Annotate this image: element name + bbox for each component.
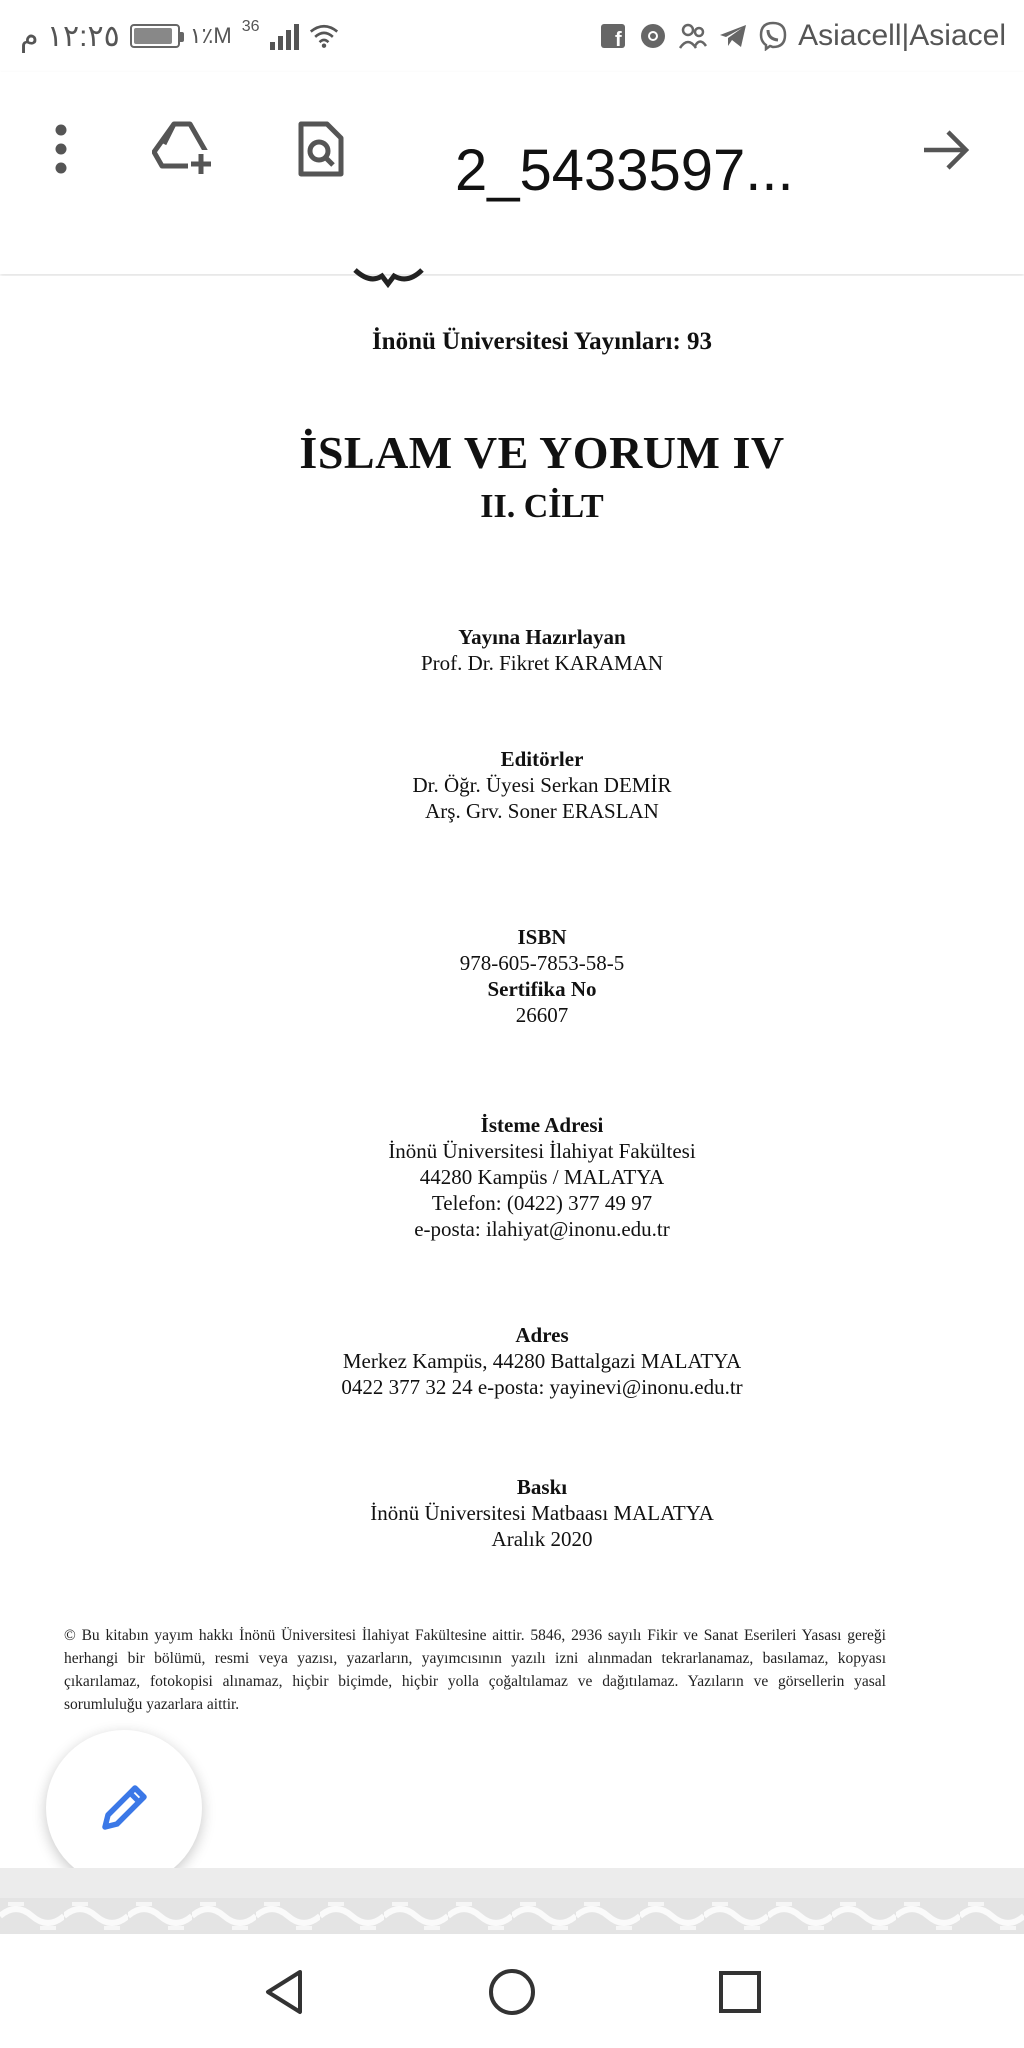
viber-icon	[758, 21, 788, 51]
editors-heading: Editörler	[500, 747, 584, 771]
nav-back-button[interactable]	[256, 1964, 312, 2020]
carrier-name: Asiacell|Asiacel	[798, 19, 1006, 52]
address-block	[60, 1322, 1024, 1400]
wifi-icon	[309, 21, 339, 51]
preparer-heading: Yayına Hazırlayan	[458, 625, 626, 649]
nav-home-button[interactable]	[484, 1964, 540, 2020]
volume-label: II. CİLT	[480, 488, 604, 525]
address-line: Merkez Kampüs, 44280 Battalgazi MALATYA	[342, 1349, 742, 1373]
pencil-icon	[95, 1779, 153, 1837]
edit-fab-button[interactable]	[46, 1730, 202, 1886]
nav-recents-button[interactable]	[712, 1964, 768, 2020]
isbn-heading: ISBN	[517, 925, 567, 949]
editors-block	[60, 746, 1024, 824]
print-heading: Baskı	[516, 1475, 568, 1499]
print-block	[60, 1474, 1024, 1552]
more-options-button[interactable]	[38, 114, 84, 184]
preparer-block	[60, 624, 1024, 676]
document-toolbar	[0, 72, 1024, 274]
contacts-icon	[678, 21, 708, 51]
certificate-number: 26607	[515, 1003, 569, 1027]
back-triangle-icon	[262, 1968, 306, 2016]
isbn-value: 978-605-7853-58-5	[459, 951, 625, 975]
file-title: 2_5433597...	[455, 138, 794, 203]
add-to-drive-icon	[152, 120, 216, 178]
svg-text:f: f	[615, 29, 622, 49]
certificate-heading: Sertifika No	[487, 977, 597, 1001]
telegram-icon	[718, 21, 748, 51]
book-title: İSLAM VE YORUM IV	[299, 427, 785, 478]
print-line: İnönü Üniversitesi Matbaası MALATYA	[370, 1501, 714, 1525]
request-address-line: 44280 Kampüs / MALATYA	[419, 1165, 665, 1189]
isbn-block	[60, 924, 1024, 1028]
editor-name: Arş. Grv. Soner ERASLAN	[425, 799, 659, 823]
network-type: 36	[241, 18, 260, 35]
arrow-forward-icon	[922, 128, 970, 172]
signal-icon	[270, 22, 299, 50]
copyright-notice: © Bu kitabın yayım hakkı İnönü Üniversitesi İlahiyat Fakültesine aittir. 5846, 2936 sayılı Fikir ve Sanat Eserileri Yasası gereği herhangi bir bölümü, resmi veya yazısı, yazarların, yayımcısının yazılı izni alınmadan tekrarlanamaz, basılamaz, kopyası çıkarılamaz, fotokopisi alınamaz, hiçbir biçimde, hiçbir yolla çoğaltılamaz ve dağıtılamaz. Yazıların ve görsellerin yasal sorumluluğu yazarlara aittir.	[64, 1627, 886, 1713]
print-line: Aralık 2020	[491, 1527, 593, 1551]
request-address-line: İnönü Üniversitesi İlahiyat Fakültesi	[388, 1139, 696, 1163]
battery-level-icon	[134, 28, 172, 44]
request-address-heading: İsteme Adresi	[480, 1113, 604, 1137]
address-heading: Adres	[515, 1323, 569, 1347]
facebook-icon	[598, 21, 628, 51]
pattern-decoration	[0, 1898, 1024, 1934]
more-vert-icon	[53, 123, 69, 175]
status-left	[20, 14, 339, 58]
status-right	[598, 14, 1006, 58]
preparer-name: Prof. Dr. Fikret KARAMAN	[420, 651, 664, 675]
request-address-block	[60, 1112, 1024, 1242]
recents-square-icon	[717, 1969, 763, 2015]
request-address-line: Telefon: (0422) 377 49 97	[431, 1191, 653, 1215]
find-in-page-icon	[295, 120, 345, 178]
series-line: İnönü Üniversitesi Yayınları: 93	[371, 328, 713, 355]
system-navigation-bar	[0, 1934, 1024, 2048]
publisher-logo-fragment	[350, 268, 440, 290]
document-page[interactable]	[0, 276, 1024, 1868]
open-arrow-button[interactable]	[916, 120, 976, 180]
editor-name: Dr. Öğr. Üyesi Serkan DEMİR	[412, 773, 672, 797]
background-pattern-strip	[0, 1898, 1024, 1934]
chrome-icon	[638, 21, 668, 51]
status-bar	[0, 0, 1024, 72]
home-circle-icon	[487, 1967, 537, 2017]
clock: ١٢:٢٥ م	[20, 19, 120, 53]
address-line: 0422 377 32 24 e-posta: yayinevi@inonu.edu.tr	[341, 1375, 743, 1399]
search-document-button[interactable]	[290, 114, 350, 184]
add-to-drive-button[interactable]	[148, 114, 220, 184]
page-gap	[0, 1868, 1024, 1898]
battery-icon	[130, 24, 180, 48]
data-speed: ١٪M	[189, 23, 232, 48]
request-address-line: e-posta: ilahiyat@inonu.edu.tr	[414, 1217, 670, 1241]
